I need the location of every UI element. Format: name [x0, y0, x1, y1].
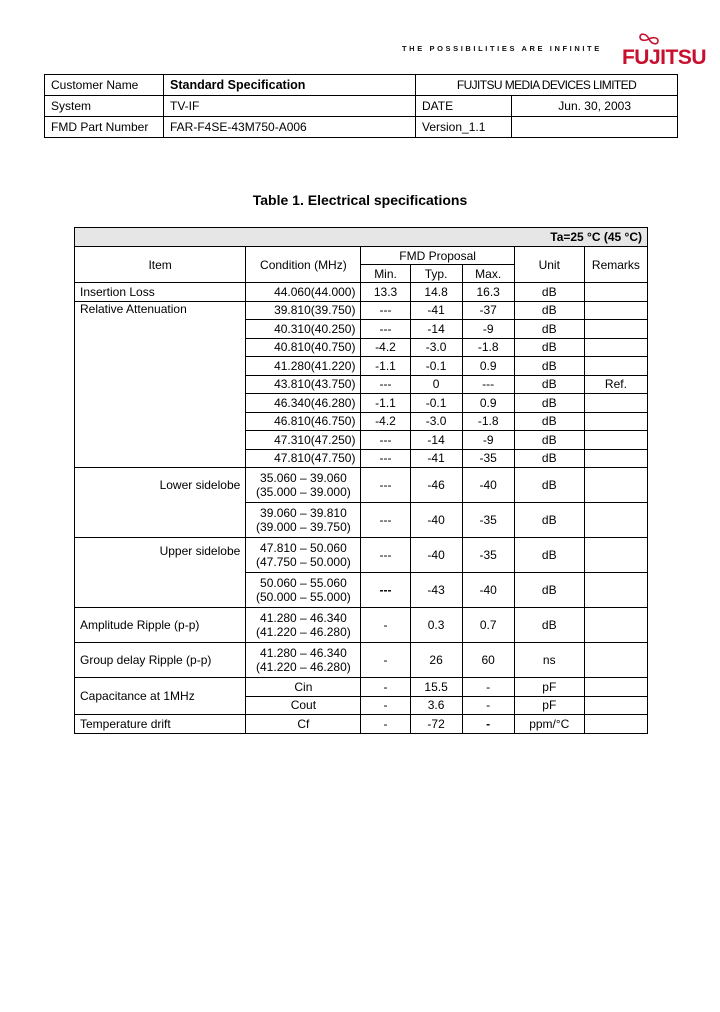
unit-cell: dB: [514, 538, 584, 573]
logo-text: FUJITSU: [621, 46, 707, 69]
table-row: [75, 301, 648, 320]
condition-line: (41.220 – 46.280): [256, 625, 351, 639]
unit-cell: dB: [514, 431, 584, 450]
table-row: [75, 538, 648, 573]
condition-line: 47.810 – 50.060: [260, 541, 347, 555]
condition-cell: [246, 503, 361, 538]
min-cell: -1.1: [361, 357, 410, 376]
typ-cell: 26: [410, 643, 462, 678]
unit-cell: ppm/°C: [514, 715, 584, 734]
company-name: FUJITSU MEDIA DEVICES LIMITED: [416, 75, 678, 96]
table-row: [75, 468, 648, 503]
ambient-temperature: Ta=25 °C (45 °C): [75, 228, 648, 247]
remarks-cell: Ref.: [584, 375, 647, 394]
condition-cell: Cout: [246, 696, 361, 715]
min-cell: -: [361, 715, 410, 734]
remarks-cell: [584, 573, 647, 608]
min-cell: ---: [361, 538, 410, 573]
max-cell: 0.7: [462, 608, 514, 643]
remarks-cell: [584, 503, 647, 538]
col-header-unit: Unit: [514, 247, 584, 283]
document-header-table: [44, 74, 678, 138]
min-cell: ---: [361, 503, 410, 538]
condition-line: 41.280 – 46.340: [260, 611, 347, 625]
typ-cell: -40: [410, 503, 462, 538]
item-amplitude-ripple: Amplitude Ripple (p-p): [75, 608, 246, 643]
item-insertion-loss: Insertion Loss: [75, 283, 246, 302]
remarks-cell: [584, 301, 647, 320]
typ-cell: 0.3: [410, 608, 462, 643]
table-title: Table 1. Electrical specifications: [252, 192, 468, 208]
min-cell: ---: [361, 320, 410, 339]
remarks-cell: [584, 608, 647, 643]
condition-line: (47.750 – 50.000): [256, 555, 351, 569]
max-cell: -: [462, 715, 514, 734]
max-cell: 16.3: [462, 283, 514, 302]
unit-cell: dB: [514, 449, 584, 468]
remarks-cell: [584, 715, 647, 734]
unit-cell: dB: [514, 301, 584, 320]
unit-cell: dB: [514, 503, 584, 538]
typ-cell: 15.5: [410, 678, 462, 697]
remarks-cell: [584, 696, 647, 715]
col-header-condition: Condition (MHz): [246, 247, 361, 283]
condition-cell: 46.810(46.750): [246, 412, 361, 431]
unit-cell: ns: [514, 643, 584, 678]
table-row: [75, 643, 648, 678]
min-cell: ---: [361, 375, 410, 394]
remarks-cell: [584, 394, 647, 413]
min-cell: -: [361, 643, 410, 678]
unit-cell: dB: [514, 320, 584, 339]
max-cell: -9: [462, 431, 514, 450]
condition-line: (35.000 – 39.000): [256, 485, 351, 499]
min-cell: 13.3: [361, 283, 410, 302]
max-cell: -35: [462, 449, 514, 468]
col-header-fmd-proposal: FMD Proposal: [361, 247, 514, 265]
unit-cell: pF: [514, 696, 584, 715]
remarks-cell: [584, 283, 647, 302]
condition-cell: 41.280(41.220): [246, 357, 361, 376]
remarks-cell: [584, 431, 647, 450]
condition-cell: Cf: [246, 715, 361, 734]
system-label: System: [45, 96, 164, 117]
infinity-mark-icon: [640, 34, 658, 44]
typ-cell: -41: [410, 449, 462, 468]
col-header-item: Item: [75, 247, 246, 283]
unit-cell: pF: [514, 678, 584, 697]
item-group-delay-ripple: Group delay Ripple (p-p): [75, 643, 246, 678]
table-row: [75, 608, 648, 643]
remarks-cell: [584, 412, 647, 431]
remarks-cell: [584, 678, 647, 697]
max-cell: ---: [462, 375, 514, 394]
max-cell: -40: [462, 573, 514, 608]
condition-cell: [246, 643, 361, 678]
table-row: [75, 283, 648, 302]
unit-cell: dB: [514, 338, 584, 357]
electrical-spec-table: [74, 227, 648, 734]
typ-cell: -0.1: [410, 394, 462, 413]
remarks-cell: [584, 357, 647, 376]
min-cell: -4.2: [361, 338, 410, 357]
system-value: TV-IF: [164, 96, 416, 117]
part-number-value: FAR-F4SE-43M750-A006: [164, 117, 416, 138]
condition-line: (39.000 – 39.750): [256, 520, 351, 534]
typ-cell: 0: [410, 375, 462, 394]
date-label: DATE: [416, 96, 512, 117]
unit-cell: dB: [514, 468, 584, 503]
date-value: Jun. 30, 2003: [512, 96, 678, 117]
typ-cell: -41: [410, 301, 462, 320]
min-cell: ---: [361, 468, 410, 503]
condition-line: 39.060 – 39.810: [260, 506, 347, 520]
unit-cell: dB: [514, 394, 584, 413]
condition-cell: 47.310(47.250): [246, 431, 361, 450]
customer-name-value: Standard Specification: [164, 75, 416, 96]
customer-name-label: Customer Name: [45, 75, 164, 96]
min-cell: -1.1: [361, 394, 410, 413]
condition-cell: 39.810(39.750): [246, 301, 361, 320]
typ-cell: -14: [410, 320, 462, 339]
max-cell: -1.8: [462, 338, 514, 357]
min-cell: -: [361, 696, 410, 715]
typ-cell: -72: [410, 715, 462, 734]
condition-cell: [246, 468, 361, 503]
max-cell: -9: [462, 320, 514, 339]
condition-line: (41.220 – 46.280): [256, 660, 351, 674]
condition-cell: [246, 538, 361, 573]
max-cell: 0.9: [462, 357, 514, 376]
item-relative-attenuation: Relative Attenuation: [75, 301, 246, 468]
fujitsu-logo: [619, 30, 709, 70]
typ-cell: 14.8: [410, 283, 462, 302]
condition-cell: 40.810(40.750): [246, 338, 361, 357]
max-cell: -: [462, 696, 514, 715]
min-cell: ---: [361, 431, 410, 450]
upper-sidelobe-label: Upper sidelobe: [159, 544, 241, 558]
col-header-min: Min.: [361, 265, 410, 283]
typ-cell: -14: [410, 431, 462, 450]
remarks-cell: [584, 338, 647, 357]
typ-cell: -3.0: [410, 412, 462, 431]
col-header-typ: Typ.: [410, 265, 462, 283]
condition-cell: Cin: [246, 678, 361, 697]
condition-line: 35.060 – 39.060: [260, 471, 347, 485]
unit-cell: dB: [514, 357, 584, 376]
condition-cell: [246, 573, 361, 608]
typ-cell: -40: [410, 538, 462, 573]
lower-sidelobe-label: Lower sidelobe: [159, 478, 241, 492]
unit-cell: dB: [514, 283, 584, 302]
typ-cell: -46: [410, 468, 462, 503]
remarks-cell: [584, 643, 647, 678]
remarks-cell: [584, 468, 647, 503]
max-cell: -35: [462, 503, 514, 538]
condition-line: 50.060 – 55.060: [260, 576, 347, 590]
unit-cell: dB: [514, 375, 584, 394]
col-header-remarks: Remarks: [584, 247, 647, 283]
max-cell: -: [462, 678, 514, 697]
max-cell: 0.9: [462, 394, 514, 413]
typ-cell: -0.1: [410, 357, 462, 376]
remarks-cell: [584, 538, 647, 573]
min-cell: -4.2: [361, 412, 410, 431]
table-row: [75, 715, 648, 734]
condition-line: (50.000 – 55.000): [256, 590, 351, 604]
min-cell: ---: [361, 301, 410, 320]
unit-cell: dB: [514, 412, 584, 431]
condition-cell: 47.810(47.750): [246, 449, 361, 468]
brand-tagline: THE POSSIBILITIES ARE INFINITE: [402, 44, 602, 53]
unit-cell: dB: [514, 573, 584, 608]
max-cell: -37: [462, 301, 514, 320]
item-capacitance: Capacitance at 1MHz: [75, 678, 246, 715]
remarks-cell: [584, 320, 647, 339]
condition-line: 41.280 – 46.340: [260, 646, 347, 660]
max-cell: -35: [462, 538, 514, 573]
typ-cell: 3.6: [410, 696, 462, 715]
typ-cell: -3.0: [410, 338, 462, 357]
min-cell: ---: [361, 449, 410, 468]
condition-cell: 44.060(44.000): [246, 283, 361, 302]
condition-cell: 46.340(46.280): [246, 394, 361, 413]
version-label: Version_1.1: [416, 117, 512, 138]
remarks-cell: [584, 449, 647, 468]
part-number-label: FMD Part Number: [45, 117, 164, 138]
table-row: [75, 678, 648, 697]
col-header-max: Max.: [462, 265, 514, 283]
condition-cell: [246, 608, 361, 643]
typ-cell: -43: [410, 573, 462, 608]
max-cell: -1.8: [462, 412, 514, 431]
item-temperature-drift: Temperature drift: [75, 715, 246, 734]
min-cell: -: [361, 608, 410, 643]
unit-cell: dB: [514, 608, 584, 643]
condition-cell: 43.810(43.750): [246, 375, 361, 394]
max-cell: 60: [462, 643, 514, 678]
min-cell: ---: [361, 573, 410, 608]
min-cell: -: [361, 678, 410, 697]
max-cell: -40: [462, 468, 514, 503]
condition-cell: 40.310(40.250): [246, 320, 361, 339]
